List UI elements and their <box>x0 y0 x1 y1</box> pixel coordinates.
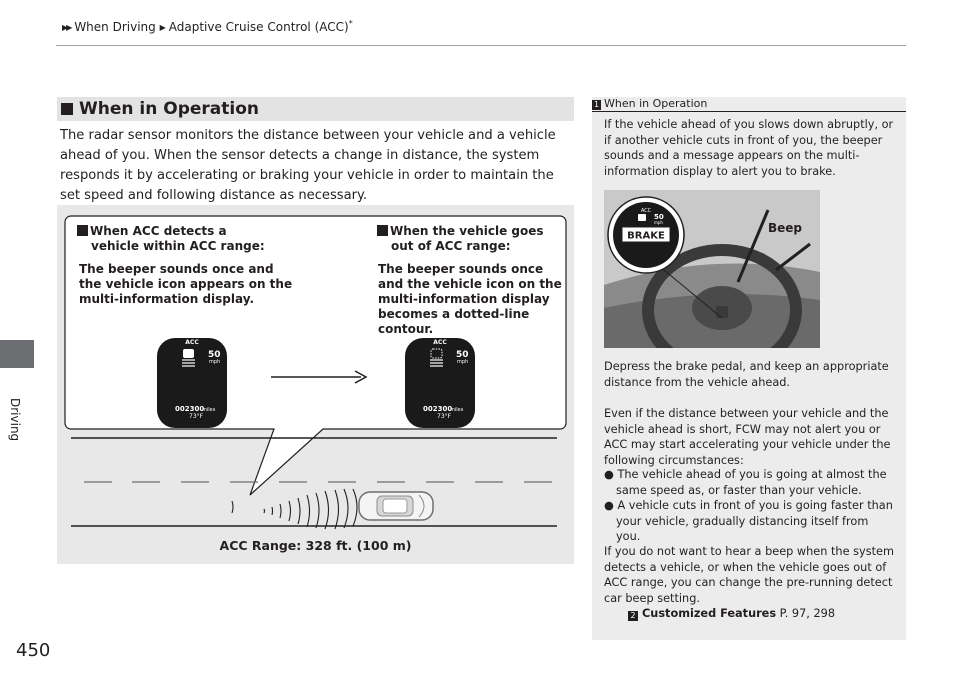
note-bullet-text: The vehicle ahead of you is going at almost the same speed as, or faster than your vehicle. <box>616 468 887 497</box>
callout-left-heading <box>77 224 265 254</box>
note-title <box>592 97 707 110</box>
bullet-dot-icon: ● <box>604 468 618 481</box>
cross-reference-icon: 2 <box>628 611 638 621</box>
callout-left-line: the vehicle icon appears on the <box>79 277 293 291</box>
callout-left-heading-line2: vehicle within ACC range: <box>91 239 265 253</box>
bullet-dot-icon: ● <box>604 499 618 512</box>
callout-right-line: becomes a dotted-line <box>378 307 530 321</box>
brake-warning-photo <box>604 190 820 348</box>
callout-right-line: contour. <box>378 322 434 336</box>
note-paragraph-4: If you do not want to hear a beep when the system detects a vehicle, or when the vehicle goes out of ACC range, you can change the pre-running detect car beep setting. <box>604 545 894 605</box>
callout-right-line: and the vehicle icon on the <box>378 277 562 291</box>
dashboard-illustration <box>604 190 820 348</box>
note-paragraph-1: If the vehicle ahead of you slows down abruptly, or if another vehicle cuts in front of you, the beeper sounds and a message appears on the multi-information display to alert you to brake. <box>604 118 894 178</box>
photo-acc-label: ACC <box>640 208 652 214</box>
note-bullet-text: A vehicle cuts in front of you is going faster than your vehicle, gradually distancing itself from you. <box>616 499 893 543</box>
callout-right-line: The beeper sounds once <box>378 262 544 276</box>
cross-reference-title[interactable]: Customized Features <box>642 607 777 620</box>
cross-reference-pages[interactable]: P. 97, 298 <box>779 607 836 620</box>
note-bullet-list <box>604 467 896 545</box>
mid-display-vehicle-out-of-range <box>405 338 475 428</box>
note-paragraph-2: Depress the brake pedal, and keep an appropriate distance from the vehicle ahead. <box>604 360 889 389</box>
section-heading <box>57 97 574 121</box>
breadcrumb-item-when-driving[interactable]: When Driving <box>74 20 156 34</box>
section-body-text: The radar sensor monitors the distance between your vehicle and a vehicle ahead of you. When the sensor detects a change in distance, the system responds it by accelerating or braking your vehicle in order to maintain the set speed and following distance as necessary. <box>60 128 556 203</box>
callout-left-line: The beeper sounds once and <box>79 262 274 276</box>
callout-left-heading-line1: When ACC detects a <box>90 224 227 238</box>
chapter-tab-marker <box>0 340 34 368</box>
note-bullet-item <box>604 467 896 498</box>
display-speed-unit: mph <box>209 359 221 365</box>
callout-square-icon <box>377 225 388 236</box>
display-vehicle-icon <box>183 349 194 358</box>
callout-right-line: multi-information display <box>378 292 550 306</box>
note-paragraph-3: Even if the distance between your vehicle and the vehicle ahead is short, FCW may not alert you or ACC may start accelerating your vehicle under the following circumstances: <box>604 407 891 467</box>
diagram-illustration <box>57 205 574 564</box>
callout-right-heading-line2: out of ACC range: <box>391 239 511 253</box>
display-odometer-unit: miles <box>202 407 216 413</box>
callout-right-heading-line1: When the vehicle goes <box>390 224 544 238</box>
display-speed: 50 <box>208 350 221 360</box>
breadcrumb-arrow-icon: ▶ <box>159 23 164 32</box>
acc-range-label: ACC Range: 328 ft. (100 m) <box>219 538 412 553</box>
display-temperature: 73°F <box>189 413 204 420</box>
photo-speed: 50 <box>654 213 664 221</box>
note-title-text: When in Operation <box>604 97 708 110</box>
section-title: When in Operation <box>79 99 259 119</box>
display-acc-label: ACC <box>185 339 199 346</box>
chapter-tab-label: Driving <box>8 398 22 442</box>
display-odometer: 002300 <box>423 405 453 413</box>
header-divider <box>56 45 906 46</box>
cross-reference-link[interactable] <box>614 606 906 622</box>
callout-right-heading <box>377 224 544 254</box>
optional-asterisk: * <box>348 19 353 28</box>
display-speed: 50 <box>456 350 469 360</box>
breadcrumb <box>62 19 353 34</box>
display-odometer-unit: miles <box>450 407 464 413</box>
callout-square-icon <box>77 225 88 236</box>
beep-label: Beep <box>768 221 803 235</box>
callout-right-body <box>378 262 562 337</box>
own-vehicle-icon <box>359 492 433 520</box>
note-number-icon: 1 <box>593 100 600 109</box>
note-title-divider <box>592 111 906 112</box>
photo-speed-unit: mph <box>654 220 663 225</box>
note-bullet-item <box>604 498 896 545</box>
page-number: 450 <box>16 640 51 661</box>
callout-left-line: multi-information display. <box>79 292 255 306</box>
display-acc-label: ACC <box>433 339 447 346</box>
display-temperature: 73°F <box>437 413 452 420</box>
breadcrumb-arrow-icon: ▶▶ <box>62 23 71 32</box>
breadcrumb-item-acc[interactable]: Adaptive Cruise Control (ACC) <box>168 20 349 34</box>
acc-range-diagram <box>57 205 574 564</box>
display-speed-unit: mph <box>457 359 469 365</box>
photo-brake-label: BRAKE <box>627 230 665 242</box>
heading-square-icon <box>61 103 73 115</box>
mid-display-vehicle-detected <box>157 338 227 428</box>
callout-bubble <box>65 216 566 495</box>
callout-left-body <box>79 262 292 307</box>
display-odometer: 002300 <box>175 405 205 413</box>
